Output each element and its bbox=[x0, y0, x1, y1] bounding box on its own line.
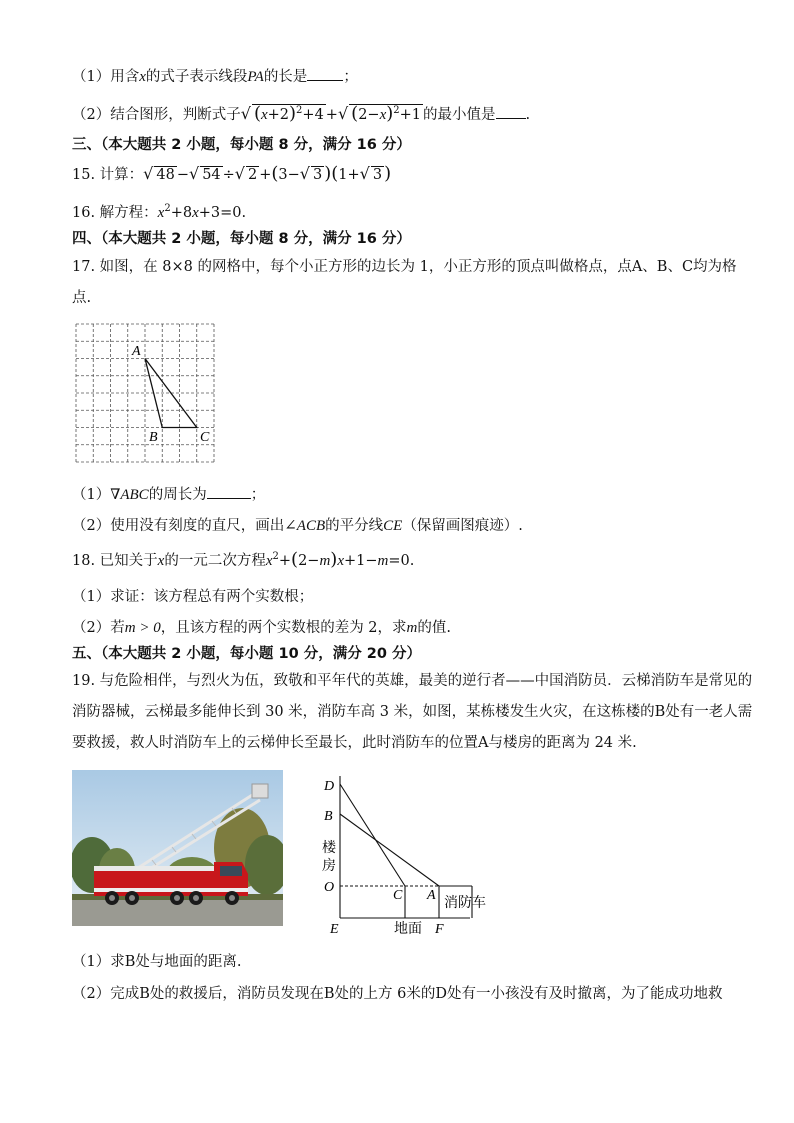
q17-text-line2: 点. bbox=[72, 290, 92, 306]
label-ground: 地面 bbox=[394, 922, 422, 937]
q18-part1: （1）求证：该方程总有两个实数根； bbox=[72, 589, 314, 605]
q17-grid-figure bbox=[74, 322, 220, 467]
q19-part2: （2）完成B处的救援后，消防员发现在B处的上方 6米的D处有一小孩没有及时撤离，为了能成功地救 bbox=[72, 986, 723, 1002]
answer-blank bbox=[496, 105, 526, 119]
label-b: B bbox=[149, 430, 158, 445]
q14-part2: （2）结合图形，判断式子√ $(x+2)^2+4$ +√ $(2-x)^2+1$ 的最小值是 . bbox=[72, 103, 531, 124]
label-a: A bbox=[132, 344, 141, 359]
q19-diagram bbox=[318, 770, 498, 940]
answer-blank bbox=[307, 67, 343, 81]
label-c: C bbox=[393, 888, 403, 903]
section-5-title: 五、（本大题共 2 小题，每小题 10 分，满分 20 分） bbox=[72, 646, 421, 662]
q18-stem: 18. 已知关于x的一元二次方程$x^2+(2-m)x+1-m=0$. bbox=[72, 549, 415, 570]
label-a: A bbox=[427, 888, 436, 903]
q16: 16. 解方程：$x^2+8x+3=0$. bbox=[72, 203, 247, 221]
q19-line2: 消防器械，云梯最多能伸长到 30 米，消防车高 3 米，如图，某栋楼发生火灾，在这栋楼的B处有一老人需 bbox=[72, 704, 753, 720]
label-c: C bbox=[200, 430, 210, 445]
label-building1: 楼 bbox=[322, 841, 336, 856]
label-o: O bbox=[324, 880, 335, 895]
section-4-title: 四、（本大题共 2 小题，每小题 8 分，满分 16 分） bbox=[72, 231, 411, 247]
q17-part1: （1）∇ABC的周长为 ； bbox=[72, 487, 266, 503]
fire-truck-photo bbox=[72, 770, 283, 926]
label-building2: 房 bbox=[322, 859, 336, 874]
label-d: D bbox=[324, 779, 335, 794]
q15: 15. 计算：√ 48 −√ 54 ÷√ 2 +(3−√ 3 )(1+√ 3 ) bbox=[72, 163, 392, 184]
q19-part1: （1）求B处与地面的距离. bbox=[72, 954, 242, 970]
q19-line3: 要救援，救人时消防车上的云梯伸长至最长，此时消防车的位置A与楼房的距离为 24 米. bbox=[72, 735, 637, 751]
label-truck: 消防车 bbox=[444, 896, 486, 911]
q19-line1: 19. 与危险相伴，与烈火为伍，致敬和平年代的英雄，最美的逆行者——中国消防员．云梯消防车是常见的 bbox=[72, 673, 753, 689]
q14-part1: （1）用含x的式子表示线段PA的长是 ； bbox=[72, 69, 358, 85]
answer-blank bbox=[207, 485, 251, 499]
section-3-title: 三、（本大题共 2 小题，每小题 8 分，满分 16 分） bbox=[72, 137, 411, 153]
label-b: B bbox=[324, 809, 333, 824]
ladder-ba bbox=[340, 814, 439, 886]
label-f: F bbox=[435, 922, 444, 937]
ladder-dc bbox=[340, 784, 405, 886]
q18-part2: （2）若m > 0，且该方程的两个实数根的差为 2，求m的值. bbox=[72, 620, 451, 636]
label-e: E bbox=[330, 922, 339, 937]
q17-text-line1: 17. 如图，在 8×8 的网格中，每个小正方形的边长为 1，小正方形的顶点叫做格点，点A、B、C均为格 bbox=[72, 259, 737, 275]
q17-part2: （2）使用没有刻度的直尺，画出∠ACB的平分线CE（保留画图痕迹）. bbox=[72, 518, 523, 534]
